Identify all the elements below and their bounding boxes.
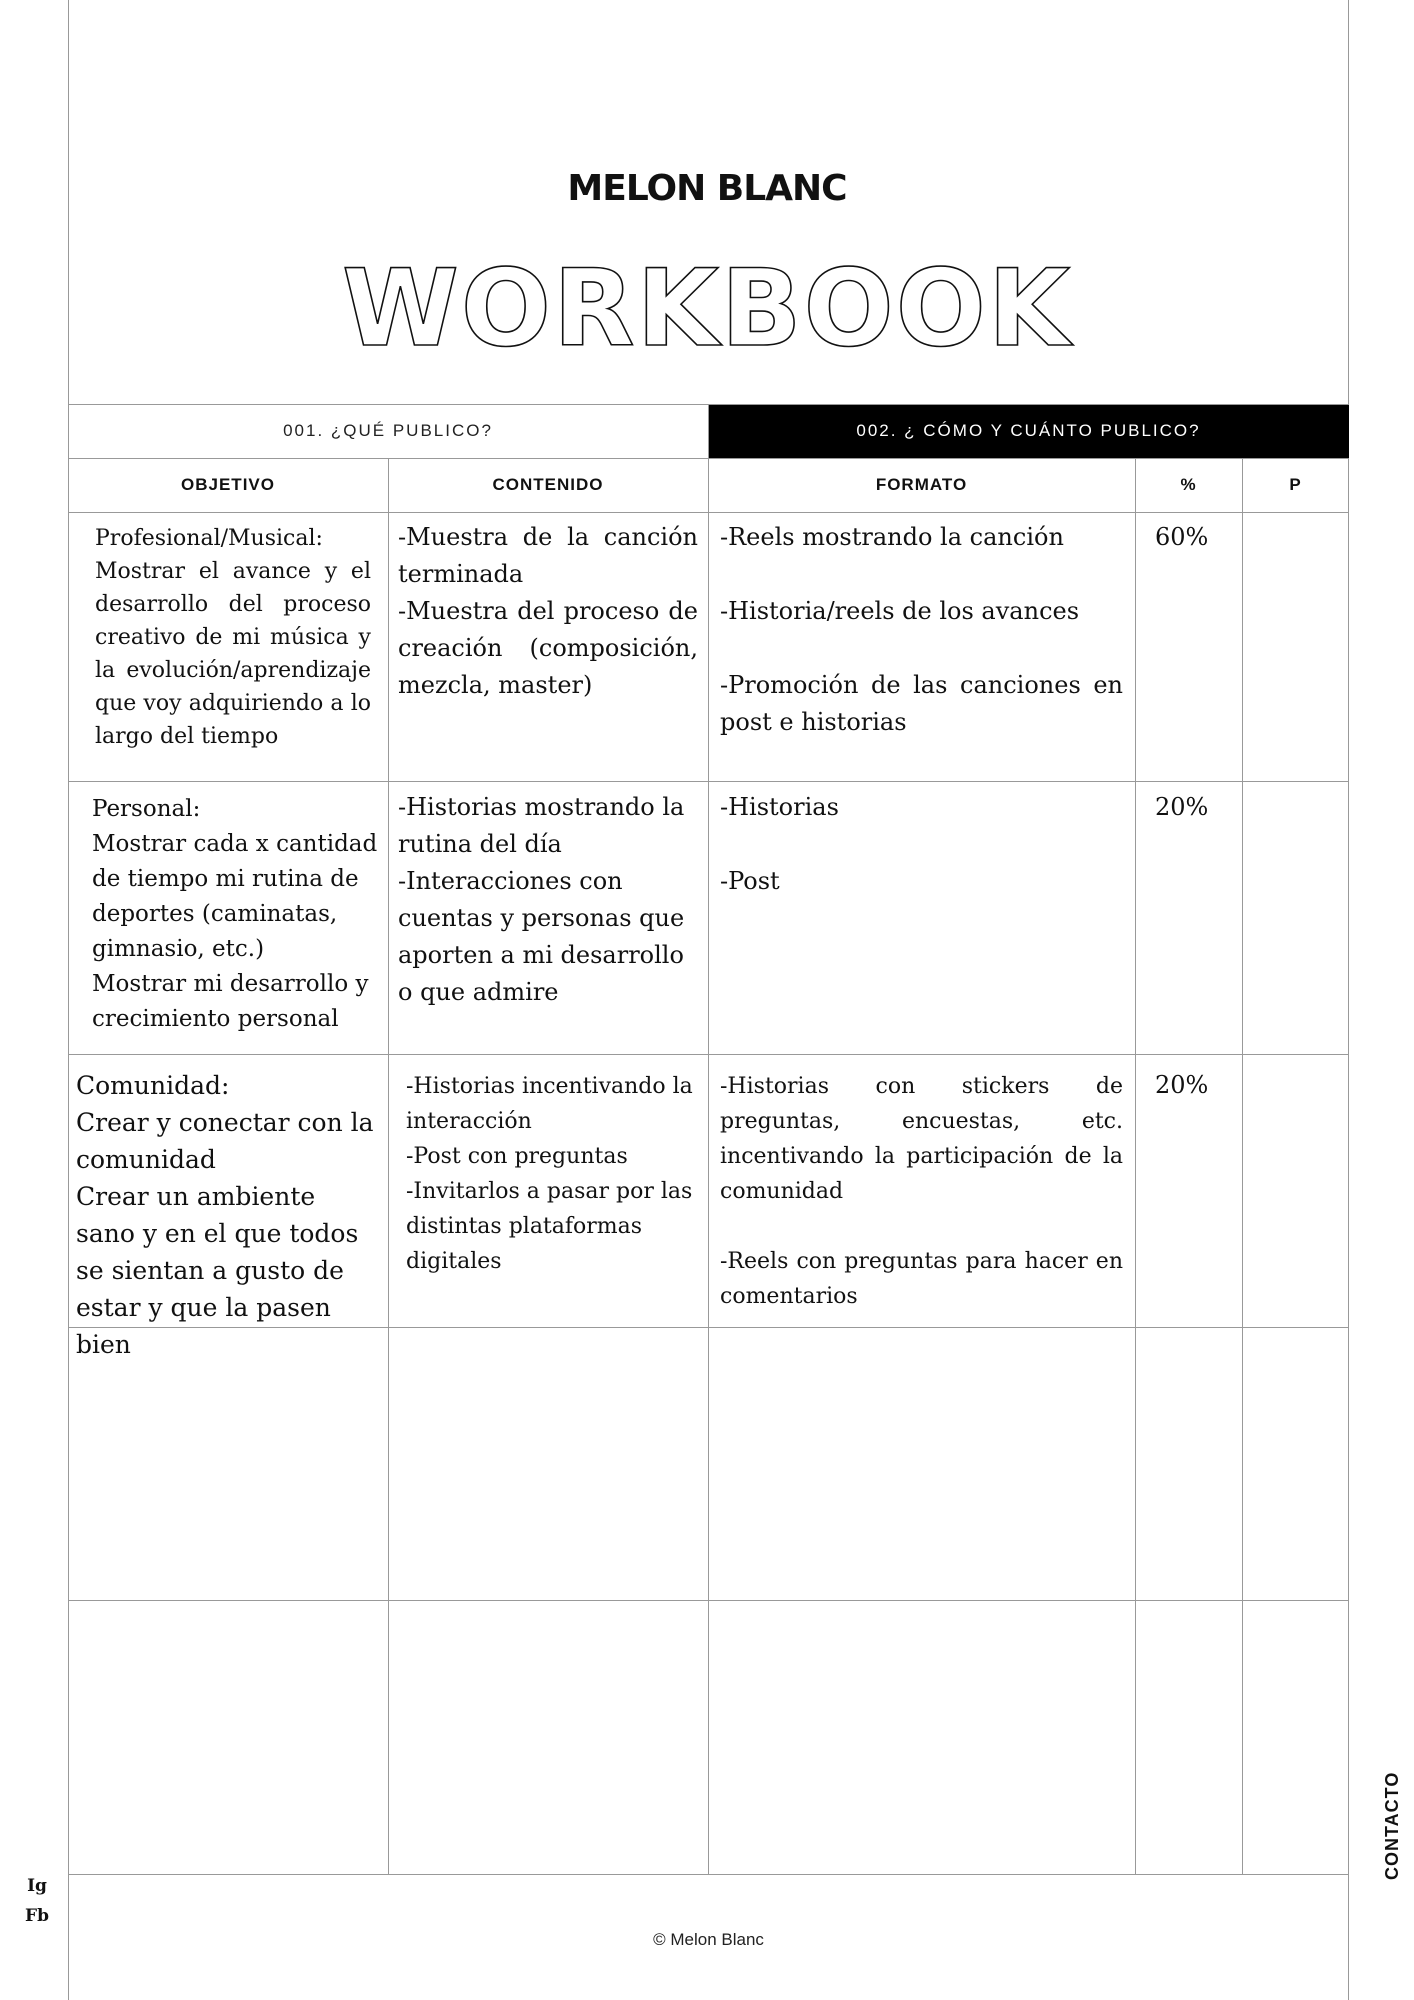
- row-3-contenido: -Historias incentivando la interacción -Post con preguntas -Invitarlos a pasar por las distintas plataformas digitales: [406, 1074, 693, 1274]
- column-header-p: P: [1289, 475, 1302, 494]
- column-header-objetivo: OBJETIVO: [181, 475, 275, 494]
- row-3-objetivo: Comunidad: Crear y conectar con la comunidad Crear un ambiente sano y en el que todos se sientan a gusto de estar y que la pasen bien: [76, 1071, 374, 1359]
- column-line: [1242, 458, 1243, 1874]
- row-2-percent: 20%: [1155, 793, 1209, 821]
- column-line: [708, 404, 709, 1874]
- row-1-percent: 60%: [1155, 523, 1209, 551]
- brand-title: MELON BLANC: [567, 168, 847, 209]
- row-3-formato: -Historias con stickers de preguntas, encuestas, etc. incentivando la participación de la comunidad -Reels con preguntas para hacer en comentarios: [720, 1074, 1123, 1309]
- row-3-percent: 20%: [1155, 1071, 1209, 1099]
- instagram-link[interactable]: Ig: [27, 1876, 47, 1896]
- workbook-title: [0, 245, 1414, 365]
- row-2-formato: -Historias -Post: [720, 793, 839, 895]
- facebook-link[interactable]: Fb: [25, 1906, 49, 1926]
- workbook-title-text: WORKBOOK: [342, 247, 1072, 365]
- column-header-percent: %: [1180, 475, 1197, 494]
- row-2-contenido: -Historias mostrando la rutina del día -Interacciones con cuentas y personas que aporten a mi desarrollo o que admire: [398, 793, 685, 1006]
- row-1-formato: -Reels mostrando la canción -Historia/reels de los avances -Promoción de las canciones en post e historias: [720, 523, 1123, 736]
- section-que-publico: 001. ¿QUÉ PUBLICO?: [283, 421, 493, 440]
- column-line: [1135, 458, 1136, 1874]
- column-header-formato: FORMATO: [875, 475, 968, 494]
- row-2-objetivo: Personal: Mostrar cada x cantidad de tiempo mi rutina de deportes (caminatas, gimnasio, etc.) Mostrar mi desarrollo y crecimiento personal: [92, 796, 378, 1032]
- copyright: © Melon Blanc: [653, 1930, 764, 1949]
- row-1-objetivo: Profesional/Musical: Mostrar el avance y el desarrollo del proceso creativo de mi música y la evolución/aprendizaje que voy adquiriendo a lo largo del tiempo: [95, 526, 371, 749]
- column-header-contenido: CONTENIDO: [492, 475, 604, 494]
- workbook-table: [68, 404, 1349, 1875]
- row-1-contenido: -Muestra de la canción terminada -Muestra del proceso de creación (composición, mezcla, master): [398, 523, 698, 699]
- contact-link[interactable]: CONTACTO: [1382, 1771, 1402, 1880]
- section-como-cuanto-publico: 002. ¿ CÓMO Y CUÁNTO PUBLICO?: [708, 404, 1349, 458]
- column-line: [388, 458, 389, 1874]
- table-line: [68, 1874, 1349, 1875]
